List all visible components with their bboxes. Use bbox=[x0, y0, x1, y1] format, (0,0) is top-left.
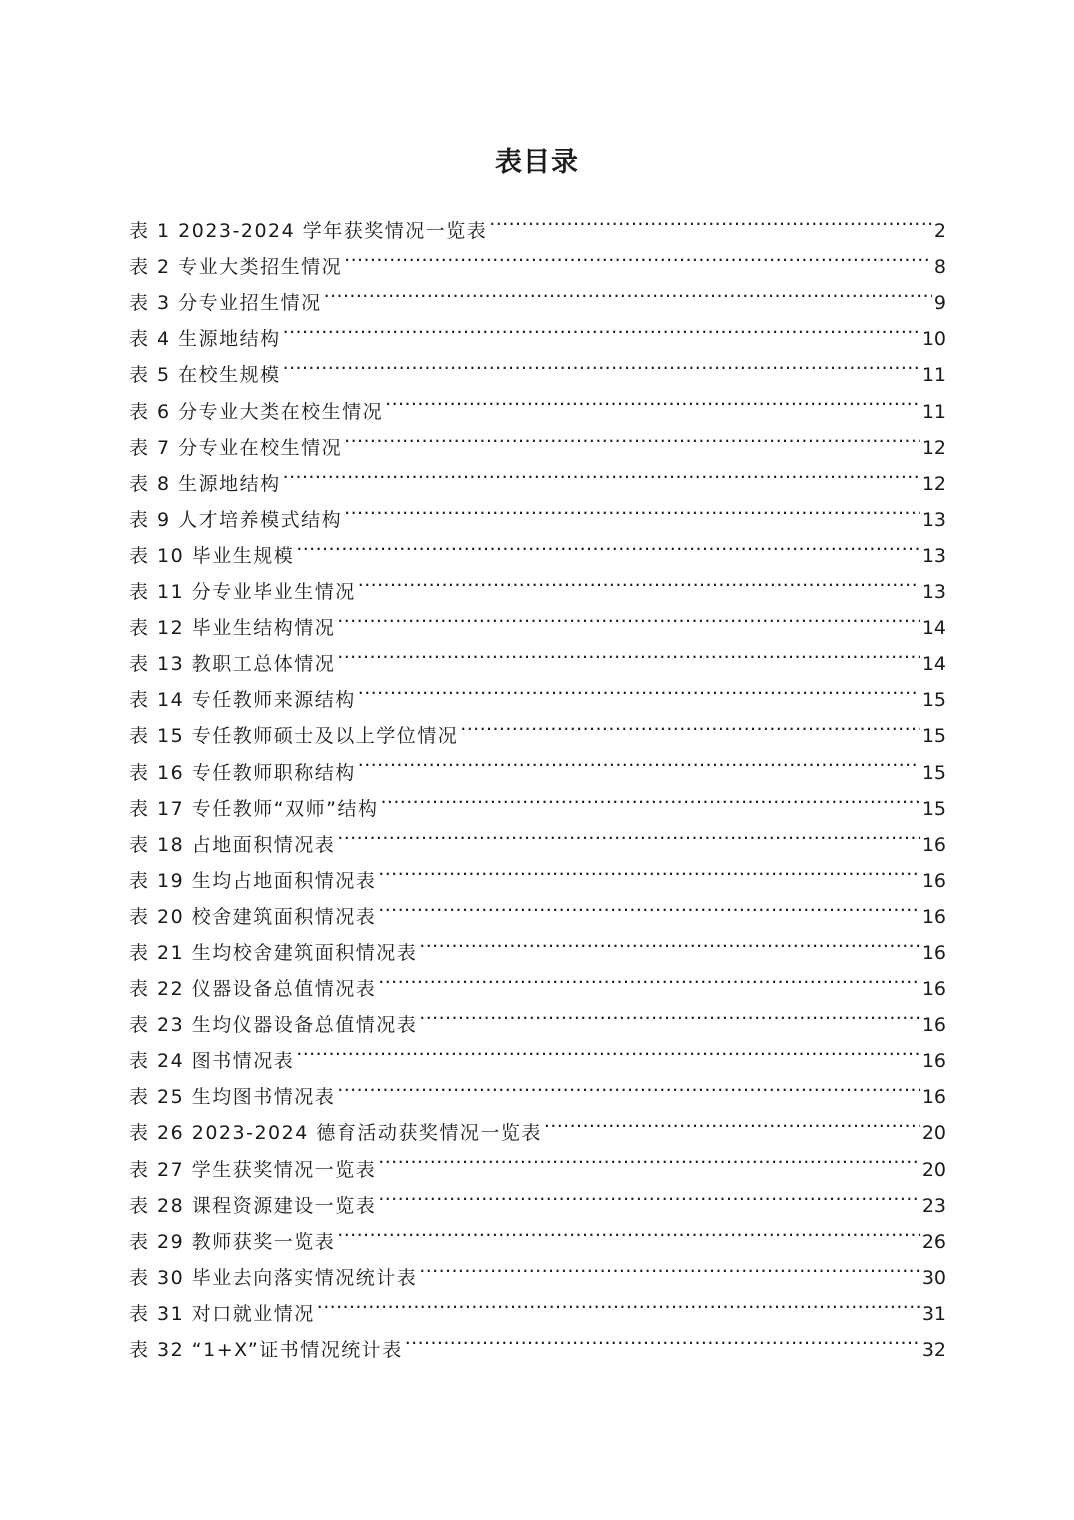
dot-leader bbox=[405, 1320, 920, 1356]
toc-entry-page-number: 12 bbox=[921, 436, 946, 459]
toc-entry-label: 表 16 专任教师职称结构 bbox=[129, 761, 356, 784]
toc-entry-label: 表 15 专任教师硕士及以上学位情况 bbox=[129, 725, 459, 748]
toc-entry-label: 表 28 课程资源建设一览表 bbox=[129, 1194, 377, 1217]
dot-leader bbox=[378, 1176, 920, 1212]
toc-entry-label: 表 6 分专业大类在校生情况 bbox=[129, 400, 384, 423]
toc-entry-label: 表 20 校舍建筑面积情况表 bbox=[129, 905, 377, 928]
toc-entry-label: 表 11 分专业毕业生情况 bbox=[129, 581, 356, 604]
dot-leader bbox=[344, 418, 920, 454]
dot-leader bbox=[544, 1103, 920, 1139]
toc-entry-page-number: 16 bbox=[921, 833, 946, 856]
toc-entry-page-number: 10 bbox=[921, 328, 946, 351]
toc-entry-label: 表 18 占地面积情况表 bbox=[129, 833, 336, 856]
toc-entry-label: 表 8 生源地结构 bbox=[129, 472, 281, 495]
toc-entry-label: 表 17 专任教师“双师”结构 bbox=[129, 797, 379, 820]
toc-entry-page-number: 8 bbox=[933, 256, 946, 279]
dot-leader bbox=[337, 1067, 920, 1103]
toc-entry-label: 表 27 学生获奖情况一览表 bbox=[129, 1158, 377, 1181]
toc-entry-page-number: 14 bbox=[921, 617, 946, 640]
toc-entry-label: 表 2 专业大类招生情况 bbox=[129, 256, 343, 279]
dot-leader bbox=[489, 201, 932, 237]
toc-entry-page-number: 32 bbox=[921, 1339, 946, 1361]
dot-leader bbox=[283, 345, 920, 381]
toc-entry-page-number: 16 bbox=[921, 1014, 946, 1037]
toc-entry-label: 表 12 毕业生结构情况 bbox=[129, 617, 336, 640]
toc-entry-page-number: 11 bbox=[921, 364, 946, 387]
dot-leader bbox=[283, 454, 920, 490]
toc-entry-label: 表 25 生均图书情况表 bbox=[129, 1086, 336, 1109]
toc-entry-page-number: 15 bbox=[921, 689, 946, 712]
toc-entry-page-number: 16 bbox=[921, 869, 946, 892]
toc-entry-label: 表 13 教职工总体情况 bbox=[129, 653, 336, 676]
dot-leader bbox=[337, 634, 920, 670]
dot-leader bbox=[419, 995, 920, 1031]
toc-entry-label: 表 26 2023-2024 德育活动获奖情况一览表 bbox=[129, 1122, 542, 1145]
dot-leader bbox=[358, 742, 920, 778]
dot-leader bbox=[358, 670, 920, 706]
dot-leader bbox=[378, 1139, 920, 1175]
dot-leader bbox=[344, 490, 920, 526]
toc-entry-label: 表 22 仪器设备总值情况表 bbox=[129, 978, 377, 1001]
dot-leader bbox=[337, 1212, 920, 1248]
dot-leader bbox=[296, 526, 920, 562]
dot-leader bbox=[283, 309, 920, 345]
toc-entry-label: 表 32 “1+X”证书情况统计表 bbox=[129, 1339, 403, 1361]
toc-entry-page-number: 31 bbox=[921, 1302, 946, 1325]
page-title: 表目录 bbox=[495, 147, 579, 178]
toc-entry-label: 表 24 图书情况表 bbox=[129, 1050, 295, 1073]
dot-leader bbox=[296, 1031, 920, 1067]
dot-leader bbox=[378, 959, 920, 995]
toc-entry-page-number: 13 bbox=[921, 581, 946, 604]
toc-entry-page-number: 13 bbox=[921, 544, 946, 567]
toc-entry-page-number: 16 bbox=[921, 1086, 946, 1109]
toc-entry-page-number: 11 bbox=[921, 400, 946, 423]
toc-entry-page-number: 9 bbox=[933, 292, 946, 315]
toc-entry-page-number: 16 bbox=[921, 941, 946, 964]
dot-leader bbox=[460, 706, 920, 742]
toc-entry-label: 表 9 人才培养模式结构 bbox=[129, 508, 343, 531]
dot-leader bbox=[358, 562, 920, 598]
toc-entry-label: 表 21 生均校舍建筑面积情况表 bbox=[129, 941, 418, 964]
toc-entry-page-number: 16 bbox=[921, 1050, 946, 1073]
toc-entry-page-number: 23 bbox=[921, 1194, 946, 1217]
toc-entry-page-number: 30 bbox=[921, 1266, 946, 1289]
toc-entry-label: 表 7 分专业在校生情况 bbox=[129, 436, 343, 459]
toc-entry-page-number: 20 bbox=[921, 1122, 946, 1145]
dot-leader bbox=[344, 237, 932, 273]
toc-entry-label: 表 5 在校生规模 bbox=[129, 364, 281, 387]
toc-entry-label: 表 19 生均占地面积情况表 bbox=[129, 869, 377, 892]
toc-entry-page-number: 26 bbox=[921, 1230, 946, 1253]
toc-entry-page-number: 16 bbox=[921, 978, 946, 1001]
toc-entry-page-number: 15 bbox=[921, 725, 946, 748]
toc-entry-page-number: 15 bbox=[921, 761, 946, 784]
toc-entry-label: 表 10 毕业生规模 bbox=[129, 544, 295, 567]
dot-leader bbox=[419, 923, 920, 959]
toc-entry-page-number: 2 bbox=[933, 220, 946, 243]
toc-entry-label: 表 3 分专业招生情况 bbox=[129, 292, 322, 315]
toc-entry-page-number: 14 bbox=[921, 653, 946, 676]
dot-leader bbox=[317, 1284, 920, 1320]
toc-entry-page-number: 20 bbox=[921, 1158, 946, 1181]
toc-entry-label: 表 1 2023-2024 学年获奖情况一览表 bbox=[129, 220, 488, 243]
toc-entry-label: 表 23 生均仪器设备总值情况表 bbox=[129, 1014, 418, 1037]
dot-leader bbox=[419, 1248, 920, 1284]
toc-entry-label: 表 14 专任教师来源结构 bbox=[129, 689, 356, 712]
dot-leader bbox=[337, 815, 920, 851]
toc-entry-page-number: 12 bbox=[921, 472, 946, 495]
dot-leader bbox=[378, 851, 920, 887]
dot-leader bbox=[380, 779, 919, 815]
toc-entry-label: 表 31 对口就业情况 bbox=[129, 1302, 315, 1325]
toc-entry-label: 表 4 生源地结构 bbox=[129, 328, 281, 351]
toc-entry-label: 表 29 教师获奖一览表 bbox=[129, 1230, 336, 1253]
toc-entry-label: 表 30 毕业去向落实情况统计表 bbox=[129, 1266, 418, 1289]
toc-entry-page-number: 16 bbox=[921, 905, 946, 928]
toc-entry[interactable] bbox=[129, 201, 946, 243]
dot-leader bbox=[378, 887, 920, 923]
toc-entry-page-number: 13 bbox=[921, 508, 946, 531]
dot-leader bbox=[324, 273, 932, 309]
toc-entry-page-number: 15 bbox=[921, 797, 946, 820]
table-of-contents bbox=[129, 201, 946, 1361]
dot-leader bbox=[337, 598, 920, 634]
dot-leader bbox=[385, 381, 920, 417]
